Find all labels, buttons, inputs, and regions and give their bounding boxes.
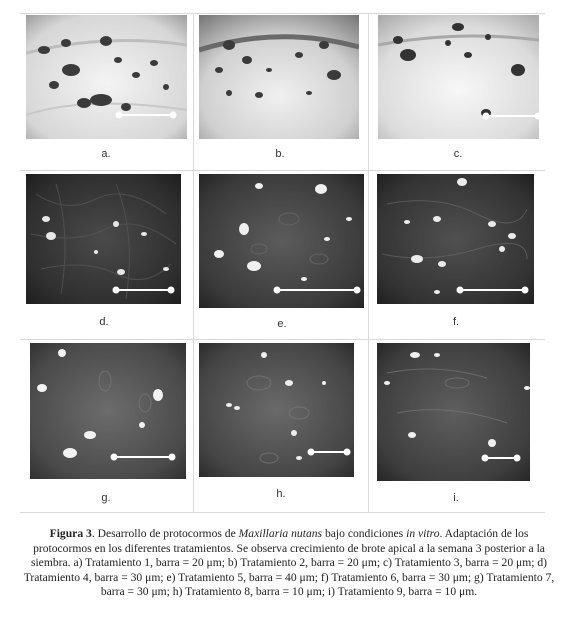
species-name: Maxillaria nutans	[238, 527, 323, 540]
grid-col-divider-1	[193, 13, 194, 513]
micrograph-d	[26, 174, 181, 304]
panel-label-g: g.	[101, 492, 111, 504]
caption-text-2: bajo condiciones	[322, 527, 407, 540]
grid-row-divider-2	[20, 339, 545, 340]
micrograph-b	[199, 15, 359, 139]
in-vitro-term: in vitro	[406, 527, 440, 540]
panel-label-h: h.	[276, 488, 286, 500]
micrograph-c	[378, 15, 539, 139]
panel-label-e: e.	[277, 318, 287, 330]
figure-label: Figura 3	[49, 527, 92, 540]
panel-label-f: f.	[452, 316, 460, 328]
figure-caption	[20, 527, 558, 600]
micrograph-f	[377, 174, 534, 304]
micrograph-a	[26, 15, 187, 139]
panel-label-b: b.	[275, 148, 285, 160]
micrograph-h	[199, 343, 354, 477]
grid-row-divider-1	[20, 170, 545, 171]
caption-text-3: . Adaptación de los protocormos en los diferentes tratamientos. Se observa crecimiento de brote apical a la semana 3 posterior a la siembra. a) Tratamiento 1, barra = 20 μm; b) Tratamiento 2, barra = 20 μm; c) Tratamiento 3, barra = 20 μm; d) Tratamiento 4, barra = 30 μm; e) Tratamiento 5, barra = 40 μm; f) Tratamiento 6, barra = 30 μm; g) Tratamiento 7, barra = 30 μm; h) Tratamiento 8, barra = 10 μm; i) Tratamiento 9, barra = 10 μm.	[23, 527, 555, 599]
panel-label-a: a.	[101, 148, 111, 160]
micrograph-e	[199, 174, 364, 308]
micrograph-g	[30, 343, 186, 479]
micrograph-i	[377, 343, 530, 481]
grid-col-divider-2	[368, 13, 369, 513]
grid-top-border	[20, 13, 545, 14]
grid-bottom-border	[20, 512, 545, 513]
panel-label-i: i.	[453, 492, 459, 504]
caption-text-1: . Desarrollo de protocormos de	[91, 527, 239, 540]
panel-label-c: c.	[453, 148, 463, 160]
panel-label-d: d.	[99, 316, 109, 328]
